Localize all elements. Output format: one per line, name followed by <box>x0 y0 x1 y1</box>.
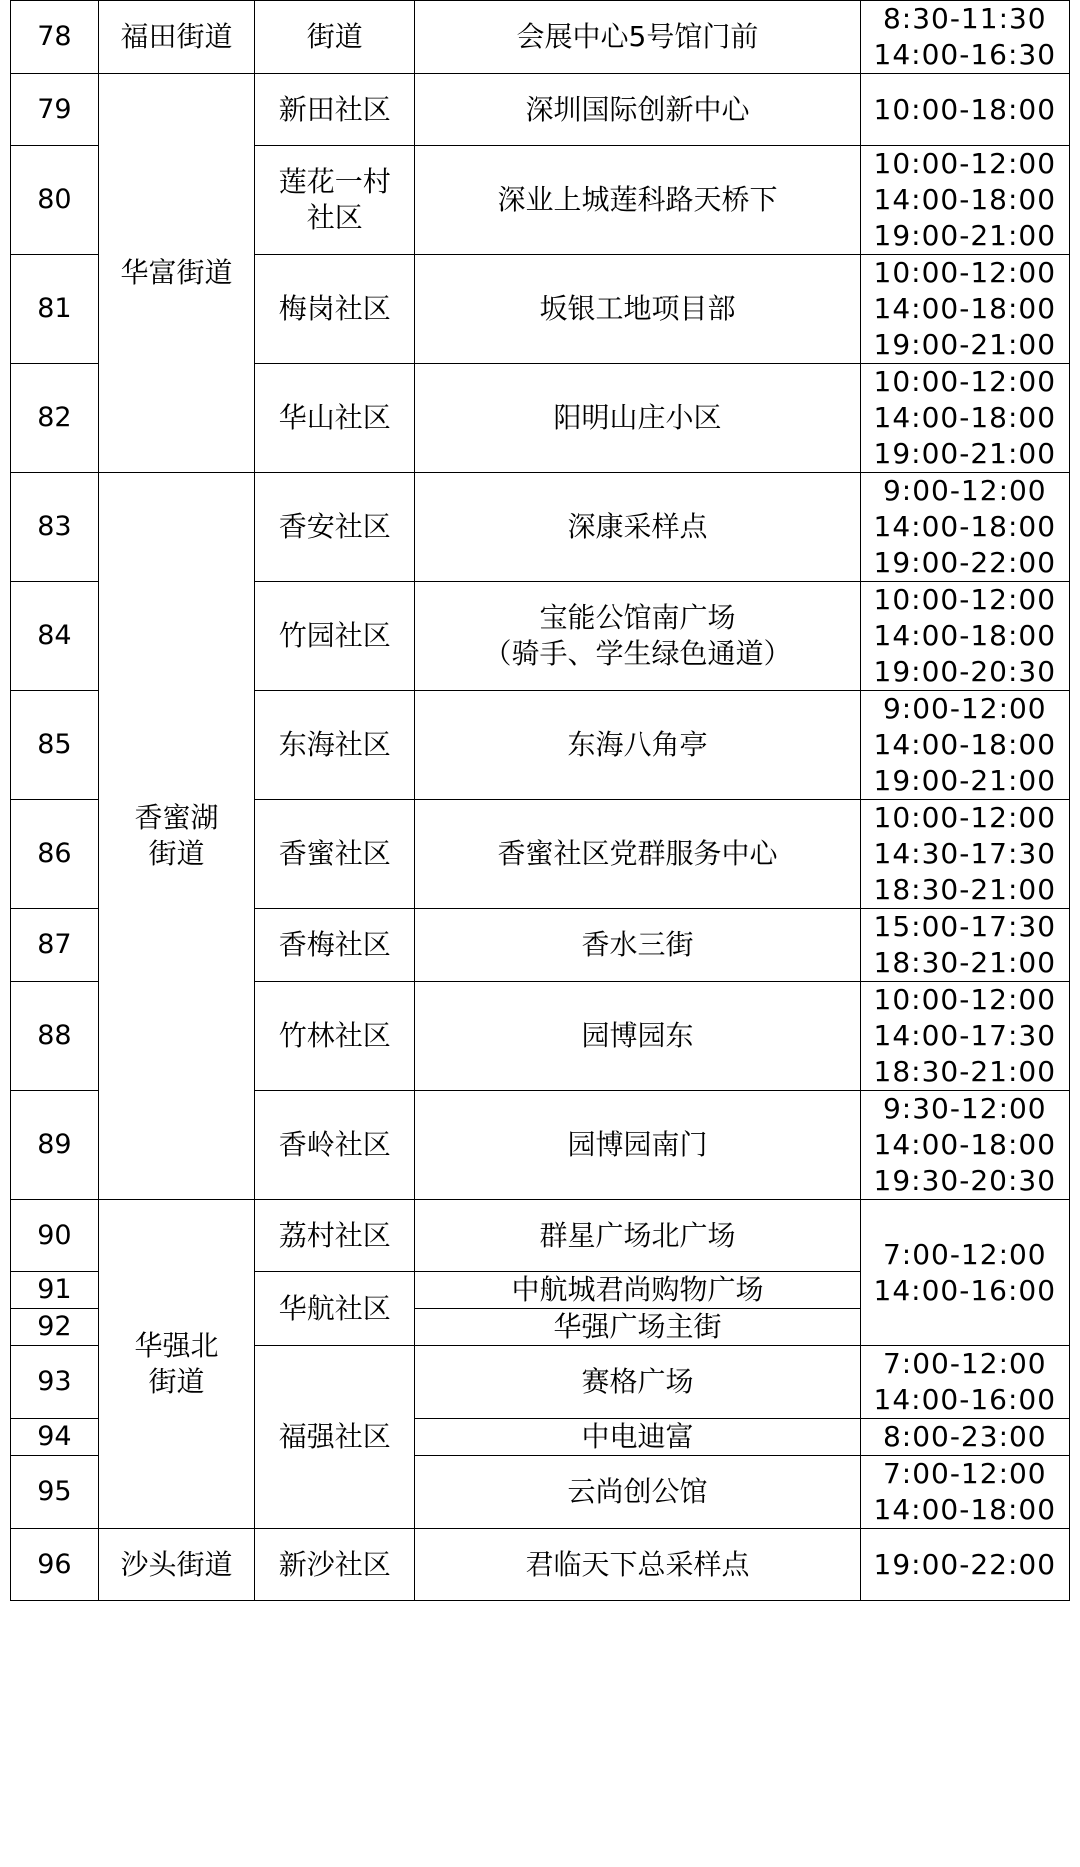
street-cell <box>98 1200 254 1529</box>
time-slot: 19:00-21:00 <box>873 764 1057 797</box>
table-row <box>11 1 1070 74</box>
time-slot: 9:00-12:00 <box>882 692 1047 725</box>
time-slot: 14:30-17:30 <box>873 837 1057 870</box>
time-slot: 14:00-18:00 <box>873 292 1057 325</box>
community-cell: 竹林社区 <box>255 982 415 1091</box>
time-cell <box>860 1456 1069 1529</box>
time-cell <box>860 1200 1069 1346</box>
row-number: 92 <box>11 1309 99 1346</box>
time-cell <box>860 1091 1069 1200</box>
time-slot: 19:00-22:00 <box>873 546 1057 579</box>
community-cell: 竹园社区 <box>255 582 415 691</box>
street-cell <box>98 473 254 1200</box>
time-slot: 14:00-18:00 <box>873 183 1057 216</box>
time-slot: 10:00-12:00 <box>873 801 1057 834</box>
time-slot: 18:30-21:00 <box>873 873 1057 906</box>
row-number: 87 <box>11 909 99 982</box>
time-cell <box>860 255 1069 364</box>
street-line: 街道 <box>148 1365 205 1398</box>
time-cell <box>860 364 1069 473</box>
time-slot: 18:30-21:00 <box>873 1055 1057 1088</box>
community-cell: 华山社区 <box>255 364 415 473</box>
site-cell: 东海八角亭 <box>415 691 860 800</box>
time-cell <box>860 1 1069 74</box>
testing-sites-table <box>10 0 1070 1601</box>
row-number: 83 <box>11 473 99 582</box>
time-cell <box>860 1419 1069 1456</box>
community-cell: 荔村社区 <box>255 1200 415 1272</box>
time-slot: 19:30-20:30 <box>873 1164 1057 1197</box>
site-cell: 中电迪富 <box>415 1419 860 1456</box>
row-number: 79 <box>11 74 99 146</box>
time-slot: 10:00-12:00 <box>873 256 1057 289</box>
time-cell <box>860 1346 1069 1419</box>
site-cell <box>415 582 860 691</box>
row-number: 93 <box>11 1346 99 1419</box>
site-cell: 赛格广场 <box>415 1346 860 1419</box>
community-cell: 新田社区 <box>255 74 415 146</box>
site-cell: 香蜜社区党群服务中心 <box>415 800 860 909</box>
time-cell <box>860 1529 1069 1601</box>
time-slot: 19:00-21:00 <box>873 219 1057 252</box>
site-cell: 园博园南门 <box>415 1091 860 1200</box>
time-cell <box>860 473 1069 582</box>
table-row <box>11 1200 1070 1272</box>
time-cell <box>860 800 1069 909</box>
row-number: 94 <box>11 1419 99 1456</box>
time-slot: 14:00-16:00 <box>873 1383 1057 1416</box>
site-cell: 云尚创公馆 <box>415 1456 860 1529</box>
time-slot: 19:00-22:00 <box>873 1547 1057 1581</box>
street-cell: 福田街道 <box>98 1 254 74</box>
street-cell: 沙头街道 <box>98 1529 254 1601</box>
site-cell: 坂银工地项目部 <box>415 255 860 364</box>
row-number: 86 <box>11 800 99 909</box>
time-slot: 14:00-18:00 <box>873 1493 1057 1526</box>
row-number: 84 <box>11 582 99 691</box>
community-cell: 香安社区 <box>255 473 415 582</box>
site-cell: 深康采样点 <box>415 473 860 582</box>
street-cell: 华富街道 <box>98 74 254 473</box>
row-number: 89 <box>11 1091 99 1200</box>
site-cell: 深圳国际创新中心 <box>415 74 860 146</box>
row-number: 81 <box>11 255 99 364</box>
community-line: 莲花一村 <box>278 165 391 198</box>
site-cell: 园博园东 <box>415 982 860 1091</box>
time-cell <box>860 74 1069 146</box>
time-slot: 15:00-17:30 <box>873 910 1057 943</box>
site-cell: 中航城君尚购物广场 <box>415 1272 860 1309</box>
row-number: 80 <box>11 146 99 255</box>
time-slot: 14:00-18:00 <box>873 1128 1057 1161</box>
time-cell <box>860 582 1069 691</box>
community-cell: 香岭社区 <box>255 1091 415 1200</box>
time-slot: 19:00-21:00 <box>873 437 1057 470</box>
row-number: 88 <box>11 982 99 1091</box>
time-slot: 18:30-21:00 <box>873 946 1057 979</box>
community-cell: 香梅社区 <box>255 909 415 982</box>
community-cell: 香蜜社区 <box>255 800 415 909</box>
site-cell: 君临天下总采样点 <box>415 1529 860 1601</box>
row-number: 95 <box>11 1456 99 1529</box>
time-slot: 10:00-12:00 <box>873 147 1057 180</box>
community-line: 社区 <box>306 201 363 234</box>
time-slot: 9:00-12:00 <box>882 474 1047 507</box>
time-slot: 7:00-12:00 <box>882 1457 1047 1490</box>
community-cell: 新沙社区 <box>255 1529 415 1601</box>
table-row <box>11 473 1070 582</box>
community-cell: 福强社区 <box>255 1346 415 1529</box>
street-line: 街道 <box>148 837 205 870</box>
time-slot: 10:00-12:00 <box>873 365 1057 398</box>
time-slot: 10:00-12:00 <box>873 583 1057 616</box>
time-slot: 14:00-18:00 <box>873 728 1057 761</box>
community-cell: 街道 <box>255 1 415 74</box>
community-cell <box>255 146 415 255</box>
street-line: 华强北 <box>134 1329 219 1362</box>
street-line: 香蜜湖 <box>134 801 219 834</box>
site-line: （骑手、学生绿色通道） <box>483 637 792 670</box>
time-slot: 19:00-21:00 <box>873 328 1057 361</box>
table-row <box>11 1529 1070 1601</box>
time-slot: 10:00-12:00 <box>873 983 1057 1016</box>
time-slot: 14:00-17:30 <box>873 1019 1057 1052</box>
time-cell <box>860 146 1069 255</box>
time-slot: 14:00-18:00 <box>873 510 1057 543</box>
time-slot: 19:00-20:30 <box>873 655 1057 688</box>
community-cell: 梅岗社区 <box>255 255 415 364</box>
time-cell <box>860 982 1069 1091</box>
row-number: 91 <box>11 1272 99 1309</box>
site-cell: 华强广场主街 <box>415 1309 860 1346</box>
time-slot: 7:00-12:00 <box>882 1347 1047 1380</box>
row-number: 78 <box>11 1 99 74</box>
site-line: 宝能公馆南广场 <box>539 601 736 634</box>
time-slot: 14:00-18:00 <box>873 619 1057 652</box>
row-number: 85 <box>11 691 99 800</box>
time-slot: 10:00-18:00 <box>873 92 1057 126</box>
time-slot: 8:00-23:00 <box>882 1420 1047 1453</box>
time-slot: 14:00-18:00 <box>873 401 1057 434</box>
time-slot: 14:00-16:00 <box>873 1273 1057 1307</box>
table-row <box>11 74 1070 146</box>
site-cell: 深业上城莲科路天桥下 <box>415 146 860 255</box>
site-cell: 香水三街 <box>415 909 860 982</box>
site-cell: 阳明山庄小区 <box>415 364 860 473</box>
site-cell: 群星广场北广场 <box>415 1200 860 1272</box>
time-slot: 8:30-11:30 <box>882 2 1047 35</box>
site-cell: 会展中心5号馆门前 <box>415 1 860 74</box>
time-slot: 14:00-16:30 <box>873 38 1057 71</box>
time-slot: 9:30-12:00 <box>882 1092 1047 1125</box>
time-slot: 7:00-12:00 <box>882 1237 1047 1271</box>
time-cell <box>860 691 1069 800</box>
row-number: 82 <box>11 364 99 473</box>
community-cell: 东海社区 <box>255 691 415 800</box>
time-cell <box>860 909 1069 982</box>
row-number: 90 <box>11 1200 99 1272</box>
community-cell: 华航社区 <box>255 1272 415 1346</box>
row-number: 96 <box>11 1529 99 1601</box>
